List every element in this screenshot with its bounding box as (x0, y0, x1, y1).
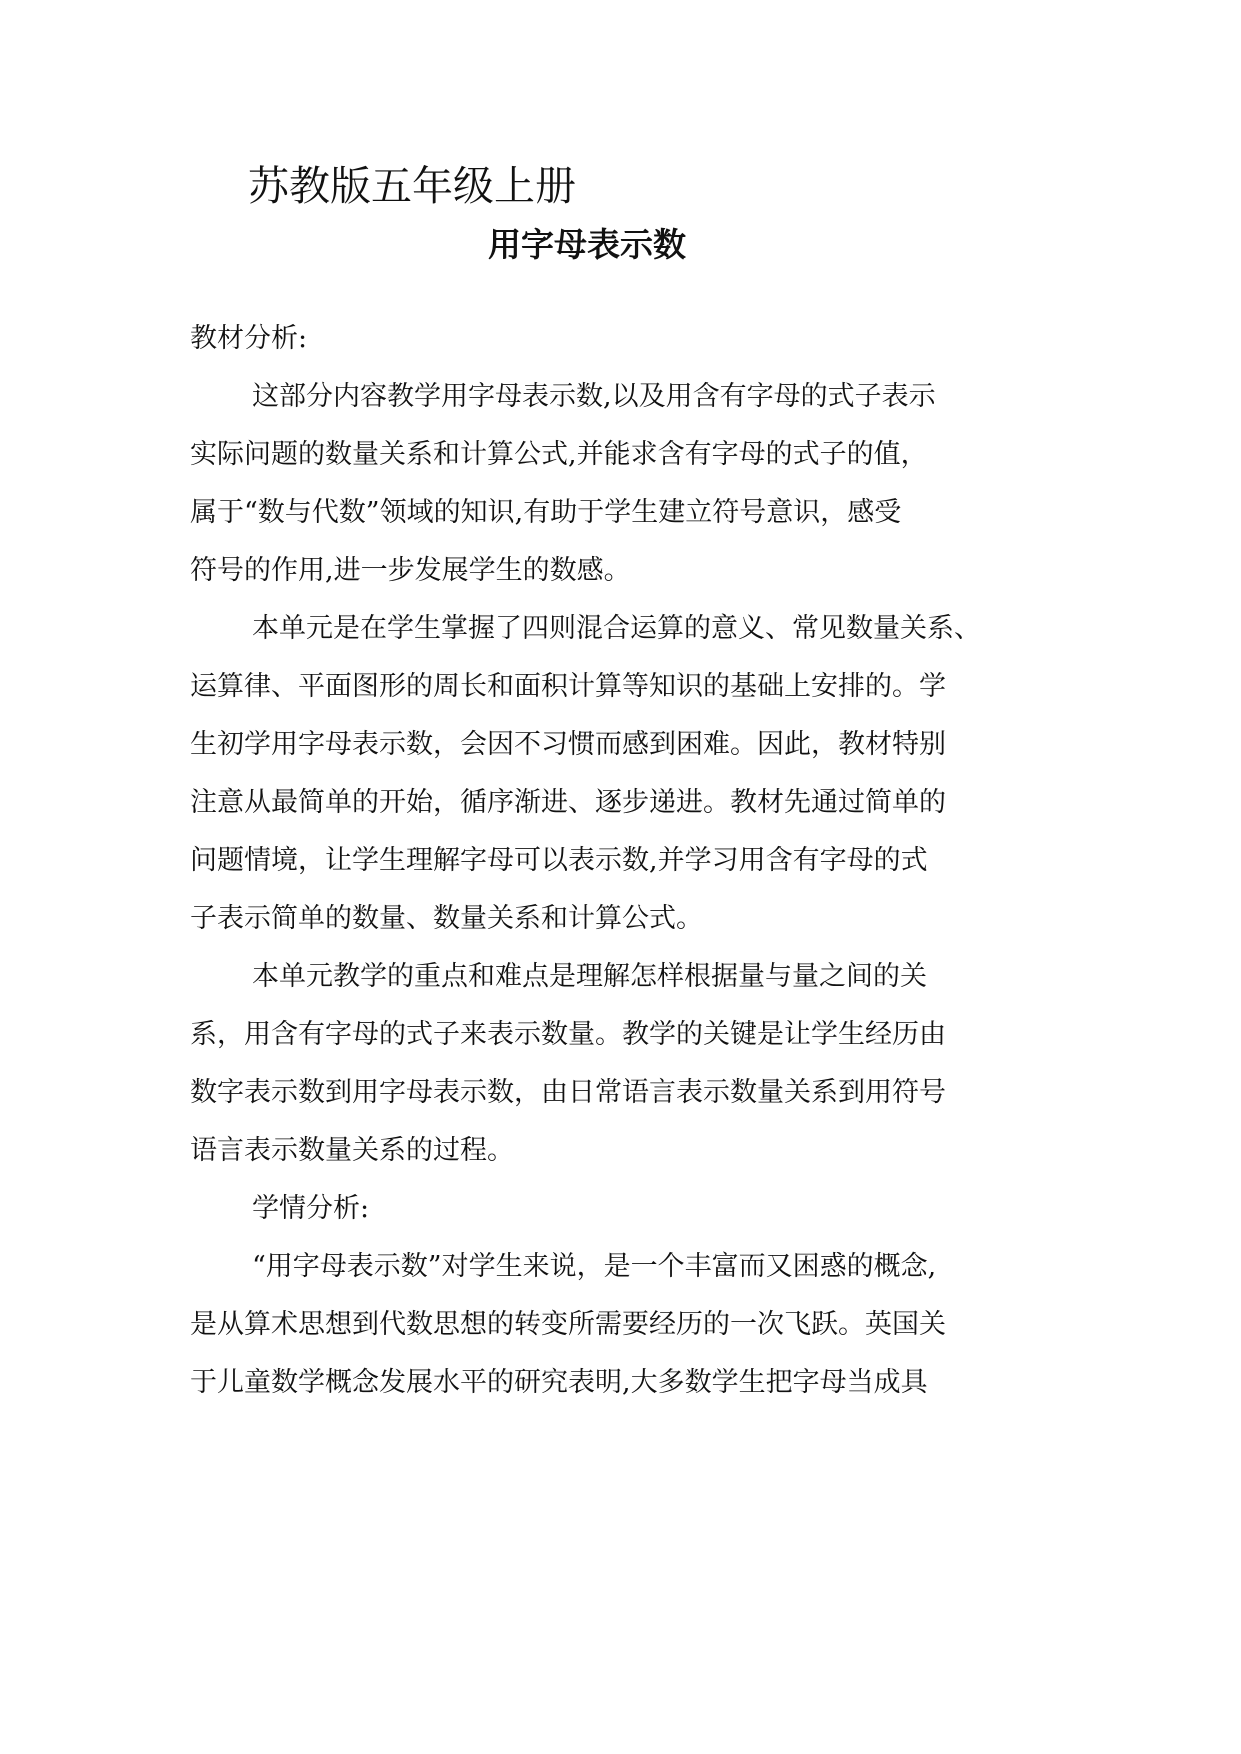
paragraph-line: 问题情境，让学生理解字母可以表示数,并学习用含有字母的式 (190, 845, 928, 876)
paragraph-line: 本单元是在学生掌握了四则混合运算的意义、常见数量关系、 (252, 613, 981, 644)
paragraph-line: “用字母表示数”对学生来说，是一个丰富而又困惑的概念, (252, 1251, 937, 1282)
subject-title: 苏教版五年级上册 (248, 162, 576, 210)
paragraph-line: 语言表示数量关系的过程。 (190, 1135, 514, 1166)
paragraph-line: 于儿童数学概念发展水平的研究表明,大多数学生把字母当成具 (190, 1367, 928, 1398)
paragraph-line: 子表示简单的数量、数量关系和计算公式。 (190, 903, 703, 934)
paragraph-line: 实际问题的数量关系和计算公式,并能求含有字母的式子的值， (190, 439, 928, 470)
paragraph-line: 运算律、平面图形的周长和面积计算等知识的基础上安排的。学 (190, 671, 946, 702)
paragraph-line: 数字表示数到用字母表示数，由日常语言表示数量关系到用符号 (190, 1077, 946, 1108)
paragraph-line: 属于“数与代数”领域的知识,有助于学生建立符号意识，感受 (190, 497, 902, 528)
paragraph-line: 这部分内容教学用字母表示数,以及用含有字母的式子表示 (252, 381, 936, 412)
paragraph-line: 生初学用字母表示数，会因不习惯而感到困难。因此，教材特别 (190, 729, 946, 760)
section-heading-textbook-analysis: 教材分析: (190, 323, 308, 354)
lesson-title: 用字母表示数 (488, 225, 686, 264)
paragraph-line: 系，用含有字母的式子来表示数量。教学的关键是让学生经历由 (190, 1019, 946, 1050)
section-heading-student-analysis: 学情分析: (252, 1193, 370, 1224)
paragraph-line: 是从算术思想到代数思想的转变所需要经历的一次飞跃。英国关 (190, 1309, 946, 1340)
paragraph-line: 注意从最简单的开始，循序渐进、逐步递进。教材先通过简单的 (190, 787, 946, 818)
paragraph-line: 本单元教学的重点和难点是理解怎样根据量与量之间的关 (252, 961, 927, 992)
paragraph-line: 符号的作用,进一步发展学生的数感。 (190, 555, 631, 586)
